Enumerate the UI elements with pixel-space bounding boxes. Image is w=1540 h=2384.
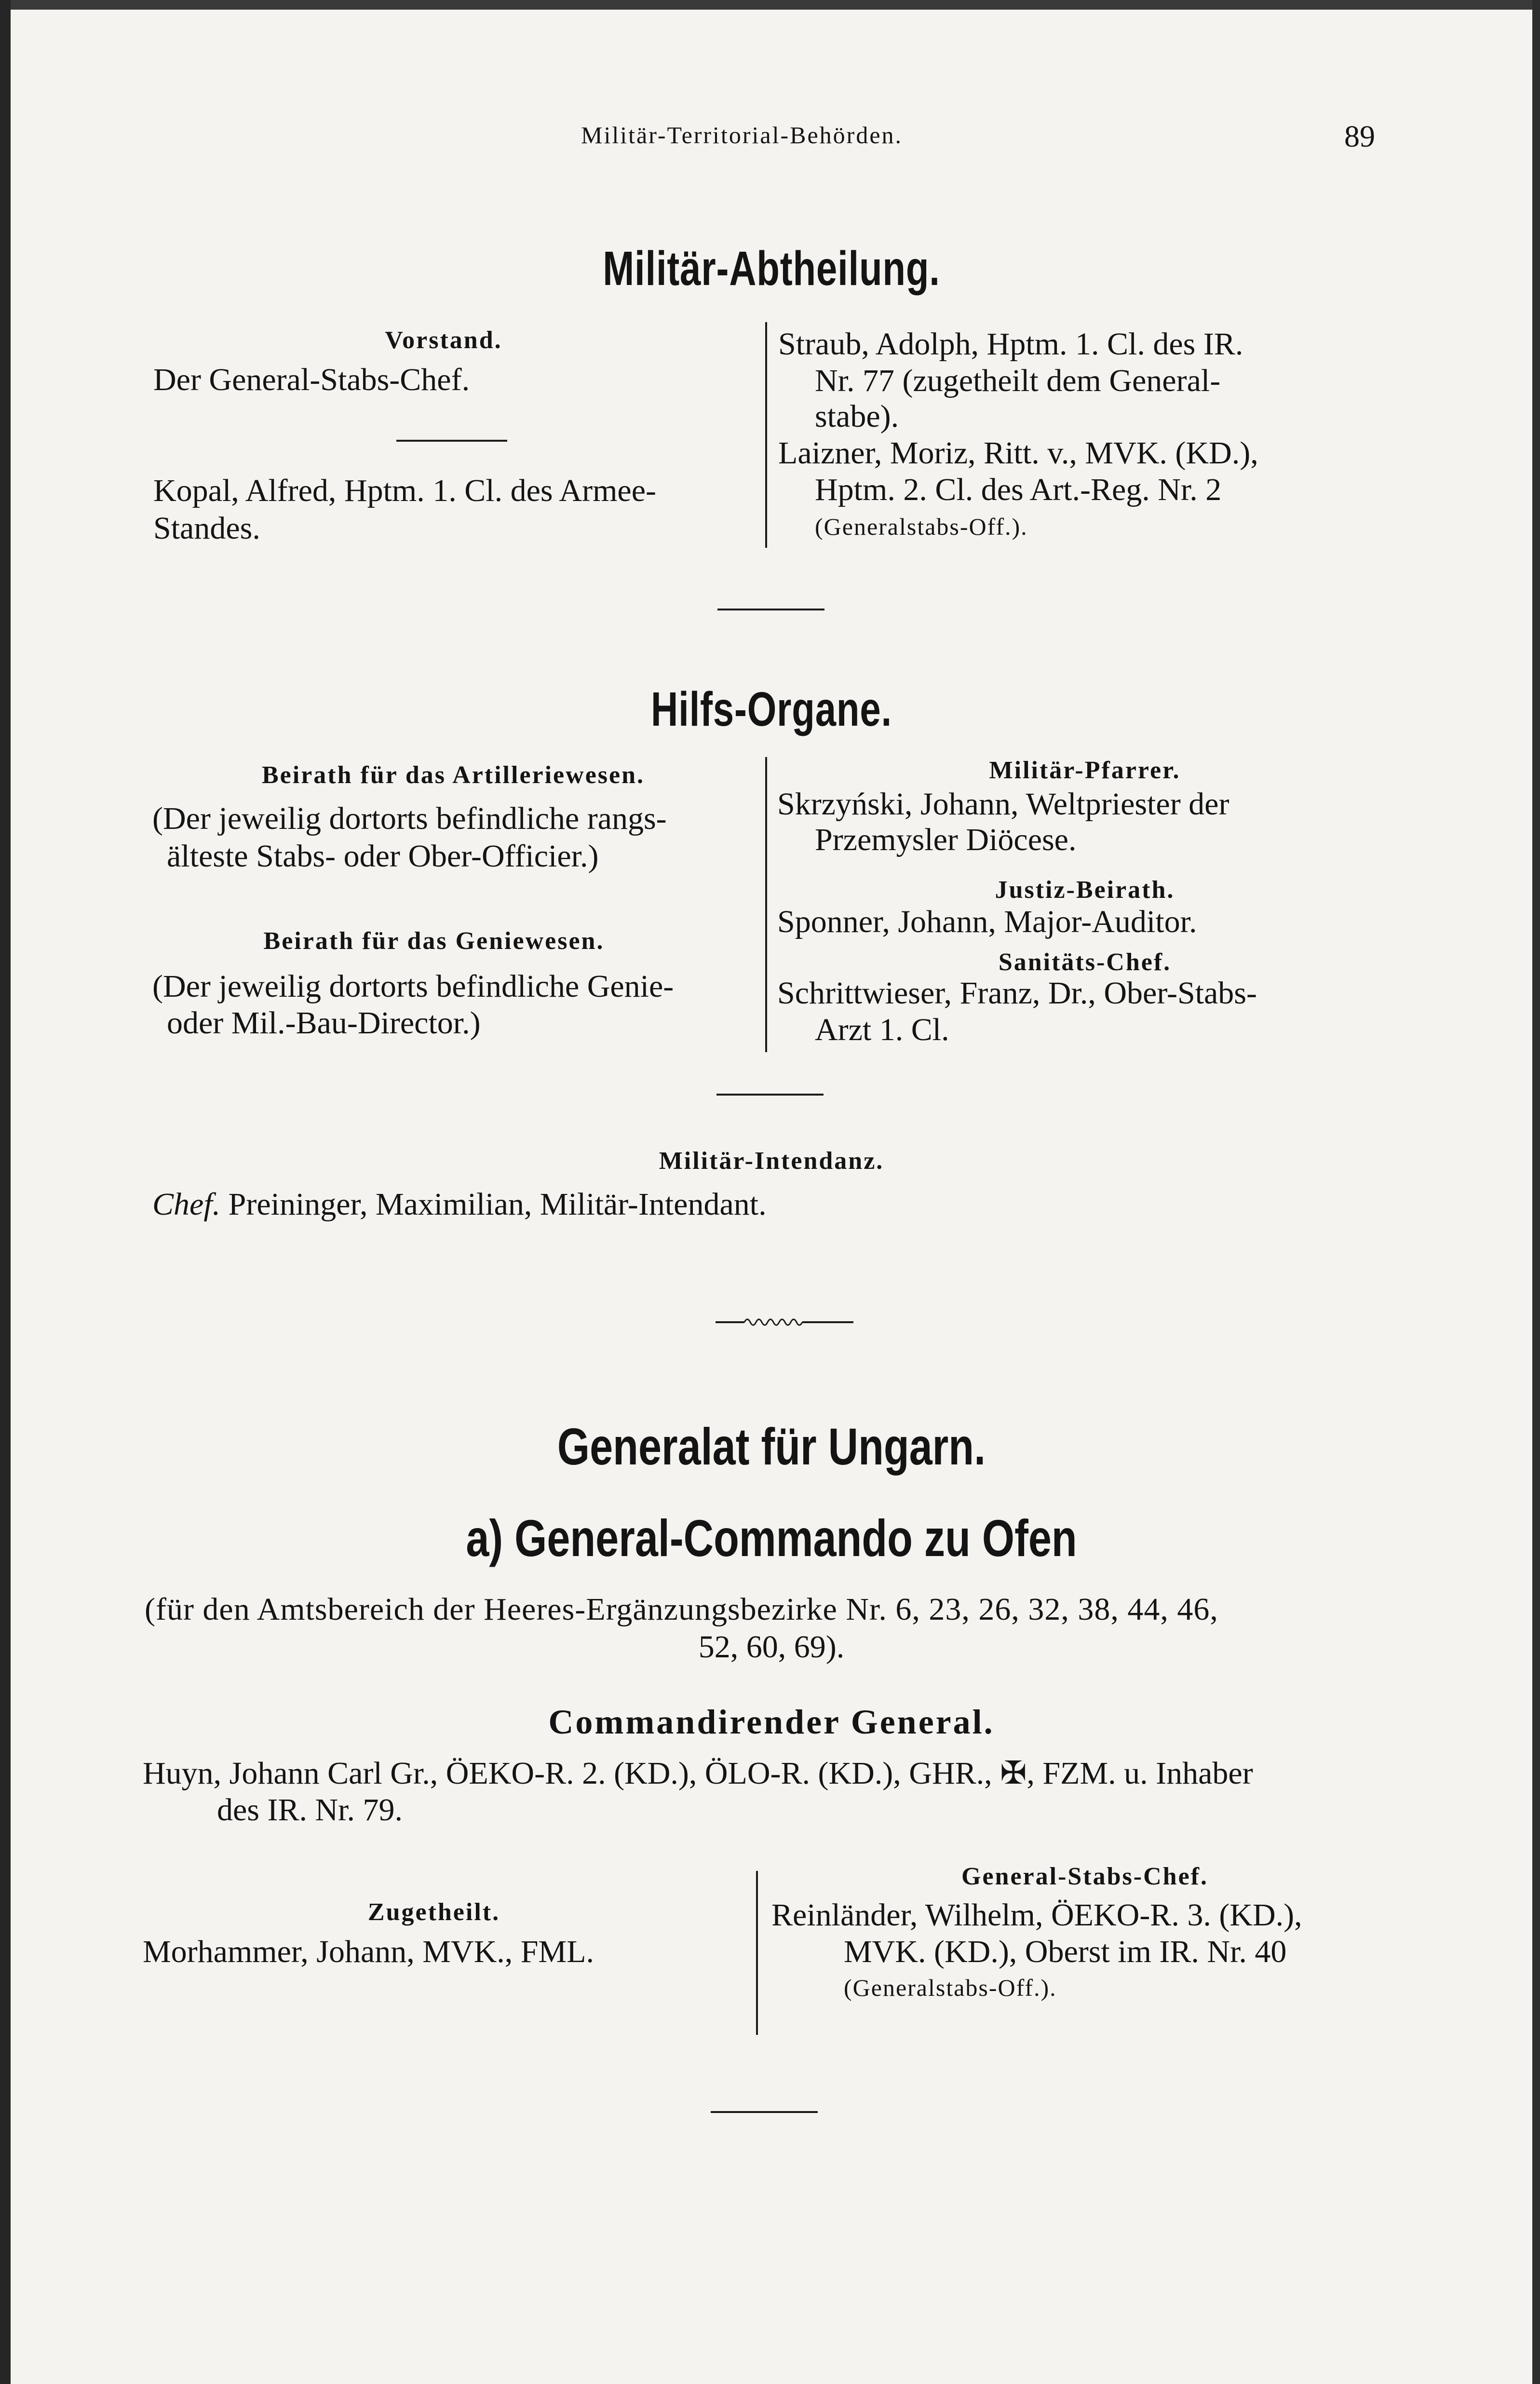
commandirender-line1: Huyn, Johann Carl Gr., ÖEKO-R. 2. (KD.), ÖLO-R. (KD.), GHR., ✠, FZM. u. Inhaber [143, 1756, 1253, 1791]
general-stabs-chef-line1: Reinländer, Wilhelm, ÖEKO-R. 3. (KD.), [771, 1897, 1302, 1933]
page-number: 89 [1344, 119, 1375, 153]
straub-line3: stabe). [815, 399, 899, 434]
kopal-line2: Standes. [153, 511, 260, 546]
zugetheilt-line1: Morhammer, Johann, MVK., FML. [143, 1934, 594, 1969]
laizner-line2: Hptm. 2. Cl. des Art.-Reg. Nr. 2 [815, 472, 1222, 507]
section-title-hilfs-organe: Hilfs-Organe. [651, 682, 892, 736]
genie-line2: oder Mil.-Bau-Director.) [167, 1005, 481, 1041]
commandirender-line2: des IR. Nr. 79. [217, 1792, 403, 1828]
laizner-line3: (Generalstabs-Off.). [815, 513, 1028, 540]
section-rule [717, 609, 824, 610]
intendanz-heading: Militär-Intendanz. [659, 1147, 884, 1175]
scan-edge-top [0, 0, 1540, 10]
chef-text: Preininger, Maximilian, Militär-Intendant. [228, 1187, 767, 1222]
short-rule [396, 440, 507, 442]
justiz-heading: Justiz-Beirath. [995, 876, 1175, 904]
scope-line2: 52, 60, 69). [698, 1629, 845, 1665]
straub-line1: Straub, Adolph, Hptm. 1. Cl. des IR. [778, 326, 1243, 362]
artillerie-line1: (Der jeweilig dortorts befindliche rangs- [152, 801, 667, 836]
running-title: Militär-Territorial-Behörden. [581, 122, 903, 149]
section-title-militaer-abtheilung: Militär-Abtheilung. [603, 242, 940, 296]
artillerie-heading: Beirath für das Artilleriewesen. [261, 761, 645, 789]
intendanz-chef-line [152, 1186, 767, 1223]
scan-edge-right [1532, 0, 1540, 2384]
scope-line1: (für den Amtsbereich der Heeres-Ergänzungsbezirke Nr. 6, 23, 26, 32, 38, 44, 46, [145, 1592, 1218, 1627]
column-divider [765, 757, 767, 1052]
section-rule [716, 1094, 824, 1096]
kopal-line1: Kopal, Alfred, Hptm. 1. Cl. des Armee- [153, 473, 656, 508]
commandirender-heading: Commandirender General. [548, 1703, 995, 1741]
sanitaets-line2: Arzt 1. Cl. [815, 1012, 949, 1047]
pfarrer-line2: Przemysler Diöcese. [815, 822, 1077, 857]
pfarrer-line1: Skrzyński, Johann, Weltpriester der [777, 786, 1229, 822]
straub-line2: Nr. 77 (zugetheilt dem General- [815, 363, 1221, 398]
general-stabs-chef-heading: General-Stabs-Chef. [961, 1863, 1208, 1890]
general-stabs-chef-line3: (Generalstabs-Off.). [844, 1974, 1057, 2001]
sanitaets-line1: Schrittwieser, Franz, Dr., Ober-Stabs- [777, 975, 1257, 1011]
zugetheilt-heading: Zugetheilt. [367, 1898, 500, 1926]
laizner-line1: Laizner, Moriz, Ritt. v., MVK. (KD.), [778, 435, 1258, 471]
chef-label: Chef. [152, 1187, 221, 1222]
sanitaets-heading: Sanitäts-Chef. [998, 948, 1172, 976]
justiz-line1: Sponner, Johann, Major-Auditor. [777, 904, 1197, 939]
scan-edge-left [0, 0, 11, 2384]
column-divider [756, 1871, 758, 2035]
genie-heading: Beirath für das Geniewesen. [263, 927, 605, 955]
generalat-subtitle: a) General-Commando zu Ofen [466, 1509, 1077, 1567]
artillerie-line2: älteste Stabs- oder Ober-Officier.) [167, 839, 599, 874]
generalat-title: Generalat für Ungarn. [557, 1417, 986, 1476]
pfarrer-heading: Militär-Pfarrer. [989, 757, 1181, 784]
column-divider [765, 322, 767, 548]
vorstand-line: Der General-Stabs-Chef. [153, 362, 470, 397]
section-rule [711, 2111, 818, 2113]
vorstand-heading: Vorstand. [385, 326, 502, 354]
general-stabs-chef-line2: MVK. (KD.), Oberst im IR. Nr. 40 [844, 1934, 1287, 1969]
ornament-rule [716, 1312, 853, 1326]
ornament-wave [744, 1319, 802, 1325]
genie-line1: (Der jeweilig dortorts befindliche Genie- [152, 969, 674, 1004]
